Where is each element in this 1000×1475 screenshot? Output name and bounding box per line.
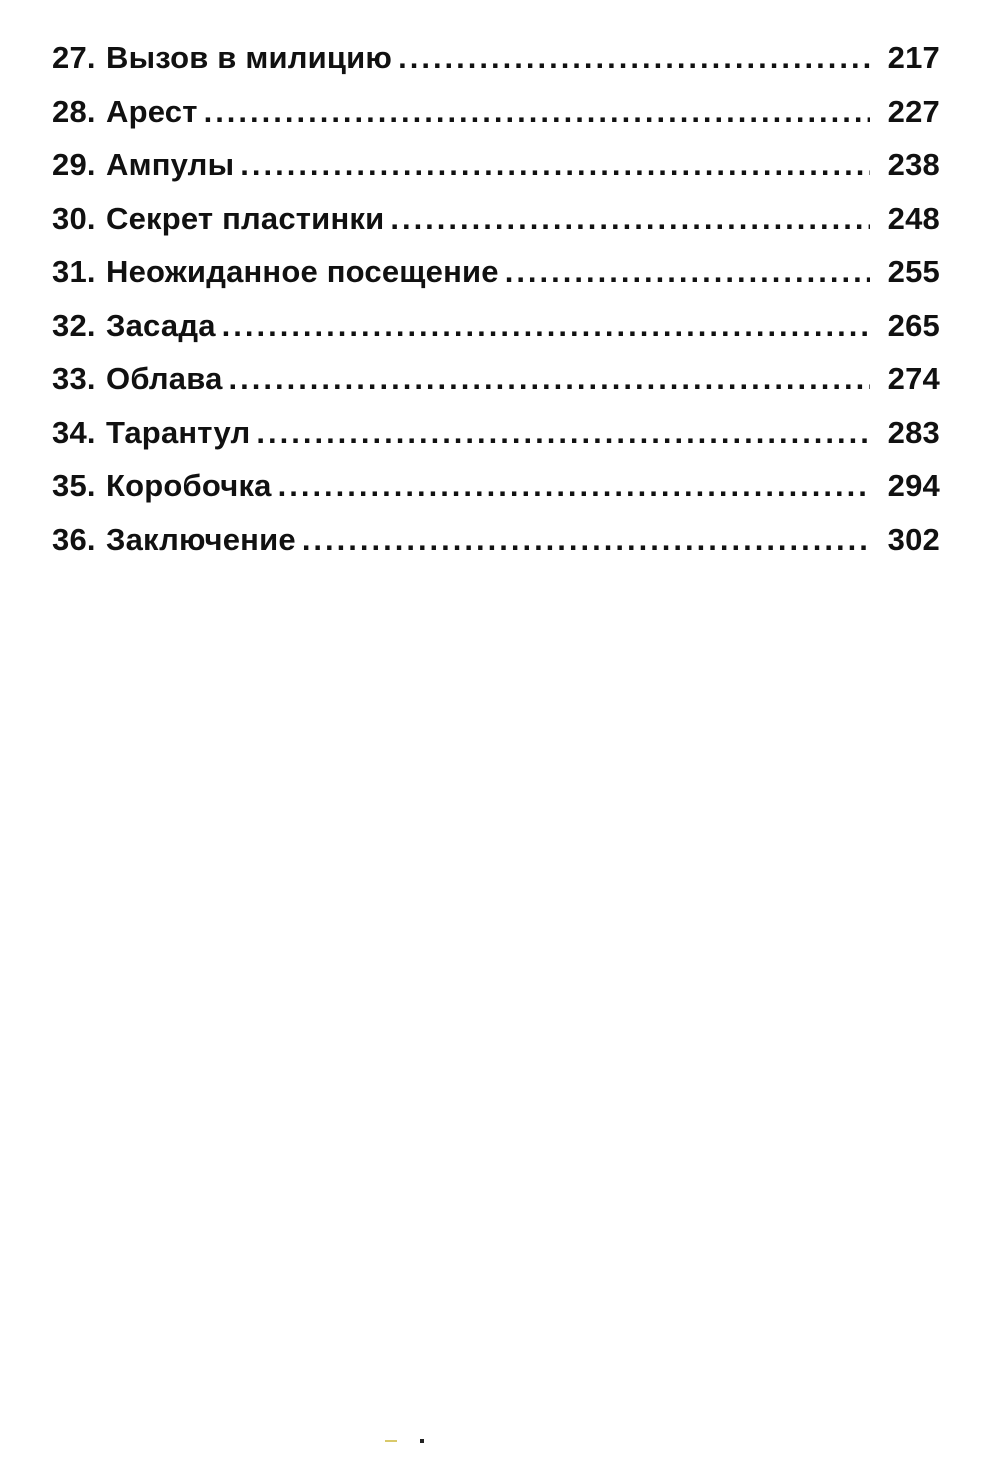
dot-leader	[278, 468, 870, 504]
toc-entry-title: Коробочка	[106, 468, 272, 503]
toc-entry-page: 302	[887, 521, 940, 557]
toc-entry-number: 32.	[52, 307, 96, 343]
toc-entry-number: 34.	[52, 414, 96, 450]
toc-entry-title: Секрет пластинки	[106, 200, 385, 236]
toc-entry-page: 255	[887, 254, 940, 289]
toc-entry-number: 31.	[52, 254, 96, 289]
table-of-contents	[52, 40, 940, 575]
dot-leader	[398, 40, 870, 76]
toc-entry	[52, 361, 940, 415]
dot-leader	[204, 94, 870, 130]
toc-entry	[52, 415, 940, 469]
toc-entry	[52, 40, 940, 94]
toc-entry-page: 294	[887, 468, 940, 503]
toc-entry-page: 283	[887, 414, 940, 450]
toc-entry-number: 30.	[52, 200, 96, 236]
dot-leader	[240, 147, 870, 183]
print-speck-marks	[385, 1436, 425, 1446]
toc-entry-title: Неожиданное посещение	[106, 254, 499, 289]
toc-entry-title: Облава	[106, 361, 223, 396]
toc-entry-number: 28.	[52, 93, 96, 129]
toc-entry-number: 35.	[52, 468, 96, 503]
toc-entry-title: Тарантул	[106, 414, 251, 450]
toc-entry-number: 33.	[52, 361, 96, 396]
toc-entry-page: 227	[887, 93, 940, 129]
toc-entry-title: Арест	[106, 93, 198, 129]
toc-entry-number: 36.	[52, 521, 96, 557]
print-speck	[385, 1440, 397, 1442]
toc-entry	[52, 94, 940, 148]
toc-entry-title: Заключение	[106, 521, 296, 557]
dot-leader	[229, 361, 870, 397]
dot-leader	[256, 415, 870, 451]
toc-entry-page: 238	[887, 147, 940, 182]
toc-entry	[52, 147, 940, 201]
toc-entry-page: 274	[887, 361, 940, 396]
toc-entry	[52, 201, 940, 255]
toc-entry-title: Засада	[106, 307, 216, 343]
dot-leader	[302, 522, 870, 558]
toc-entry	[52, 522, 940, 576]
dot-leader	[505, 254, 870, 290]
print-speck	[420, 1439, 424, 1443]
toc-entry	[52, 308, 940, 362]
toc-entry-number: 27.	[52, 40, 96, 75]
dot-leader	[390, 201, 870, 237]
toc-entry-number: 29.	[52, 147, 96, 182]
toc-entry-title: Вызов в милицию	[106, 40, 393, 75]
toc-entry	[52, 468, 940, 522]
toc-entry-title: Ампулы	[106, 147, 235, 182]
toc-entry	[52, 254, 940, 308]
toc-entry-page: 248	[887, 200, 940, 236]
toc-entry-page: 217	[887, 40, 940, 75]
toc-entry-page: 265	[887, 307, 940, 343]
dot-leader	[222, 308, 870, 344]
